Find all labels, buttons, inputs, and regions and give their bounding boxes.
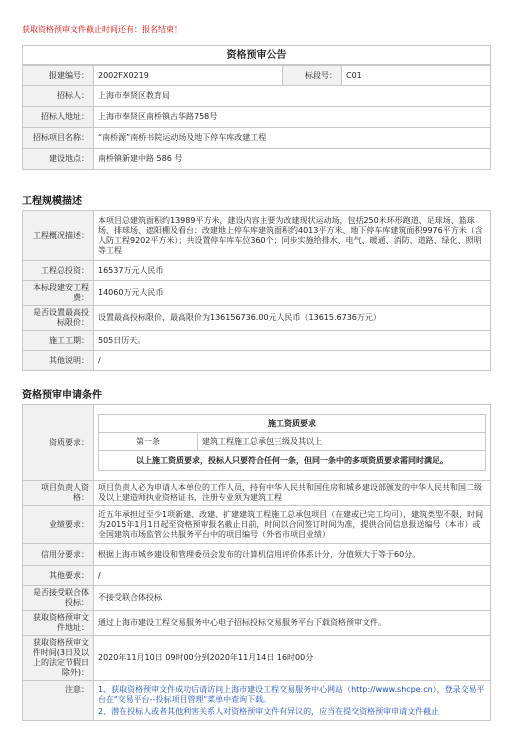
- credit-value: 根据上海市城乡建设和管理委员会发布的计算机信用评价体系计分，分值须大于等于60分。: [94, 544, 491, 566]
- scale-other-label: 其他说明：: [23, 351, 94, 371]
- page-title: 资格预审公告: [22, 45, 491, 65]
- cond-other-label: 其他要求：: [23, 566, 94, 586]
- contract-value: 14060万元人民币: [94, 281, 491, 306]
- tenderer-label: 招标人：: [23, 86, 94, 107]
- qual-header: 施工资质要求: [99, 415, 486, 433]
- scale-other-value: /: [94, 351, 491, 371]
- tenderer-value: 上海市奉贤区教育局: [94, 86, 491, 107]
- doc-address-value: 通过上海市建设工程交易服务中心电子招标投标交易服务平台下载资格预审文件。: [94, 611, 491, 636]
- qual-label: 资质要求：: [23, 405, 94, 481]
- qual-note: 以上施工资质要求，投标人只要符合任何一条，但同一条中的多项资质要求需同时满足。: [99, 451, 486, 471]
- note-2: 2、潜在投标人或者其他利害关系人对资格预审文件有异议的，应当在提交资格预审申请文件截止: [98, 707, 440, 716]
- section-title-conditions: 资格预审申请条件: [22, 390, 102, 401]
- section-no-label: 标段号：: [283, 66, 342, 86]
- qual-table: [98, 414, 486, 471]
- doc-time-label: 获取资格预审文件时间(3日及以上的法定节假日除外)：: [23, 636, 94, 681]
- overview-value: 本项目总建筑面积约13989平方米，建设内容主要为改建现状运动场，包括250米环形跑道、足球场、篮球场、排球场、遮阳棚及看台；改建地上停车库建筑面积约4013平方米、地下停车库建筑面积9976平方米（含人防工程9202平方米）；共设置停车库车位360个；同步实施给排水、电气、暖通、消防、道路、绿化、照明等工程: [94, 211, 491, 261]
- site-value: 南桥镇新建中路 586 号: [94, 149, 491, 170]
- consortium-label: 是否接受联合体投标：: [23, 586, 94, 611]
- note-1: 1、获取资格预审文件成功后请访问上海市建设工程交易服务中心网站（http://www.shcpe.cn），登录交易平台在"交易平台--投标项目管理"菜单中查询下载。: [98, 685, 485, 704]
- qual-item-no: 第一条: [99, 433, 198, 451]
- doc-address-label: 获取资格预审文件地址：: [23, 611, 94, 636]
- section-no-value: C01: [342, 66, 491, 86]
- cond-other-value: /: [94, 566, 491, 586]
- doc-time-value: 2020年11月10日 09时00分到2020年11月14日 16时00分: [94, 636, 491, 681]
- pm-label: 项目负责人资格：: [23, 481, 94, 506]
- conditions-table: [22, 404, 491, 721]
- overview-label: 工程概况描述：: [23, 211, 94, 261]
- site-label: 建设地点：: [23, 149, 94, 170]
- perf-label: 业绩要求：: [23, 506, 94, 544]
- credit-label: 信用分要求：: [23, 544, 94, 566]
- deadline-notice: 获取资格预审文件截止时间还有：报名结束！: [22, 25, 182, 34]
- pm-value: 项目负责人必为申请人本单位的工作人员，持有中华人民共和国住房和城乡建设部颁发的中华人民共和国二级及以上建造师执业资格证书，注册专业须为建筑工程: [94, 481, 491, 506]
- basic-info-table: [22, 65, 491, 170]
- project-value: “南桥源”南桥书院运动场及地下停车库改建工程: [94, 128, 491, 149]
- address-label: 招标人地址：: [23, 107, 94, 128]
- investment-value: 16537万元人民币: [94, 261, 491, 281]
- section-title-scale: 工程规模描述: [22, 196, 82, 207]
- consortium-value: 不接受联合体投标: [94, 586, 491, 611]
- project-label: 招标项目名称：: [23, 128, 94, 149]
- period-label: 施工工期：: [23, 331, 94, 351]
- report-no-value: 2002FX0219: [94, 66, 283, 86]
- cap-label: 是否设置最高投标限价：: [23, 306, 94, 331]
- qual-item: 建筑工程施工总承包三级及其以上: [198, 433, 486, 451]
- report-no-label: 报建编号：: [23, 66, 94, 86]
- cap-value: 设置最高投标限价，最高限价为136156736.00元人民币（13615.6736万元）: [94, 306, 491, 331]
- investment-label: 工程总投资：: [23, 261, 94, 281]
- period-value: 505日历天。: [94, 331, 491, 351]
- scale-table: [22, 210, 491, 371]
- notes-label: 注意：: [23, 681, 94, 721]
- contract-label: 本标段建安工程费：: [23, 281, 94, 306]
- perf-value: 近五年承担过至少1项新建、改建、扩建建筑工程施工总承包项目（在建或已完工均可），建筑类型不限，时间为2015年1月1日起至资格预审报名截止日前，时间以合同签订时间为准，提供合同信息报送编号（本市）或全国建筑市场监管公共服务平台中的项目编号（外省市项目业绩）: [94, 506, 491, 544]
- address-value: 上海市奉贤区南桥镇古华路758号: [94, 107, 491, 128]
